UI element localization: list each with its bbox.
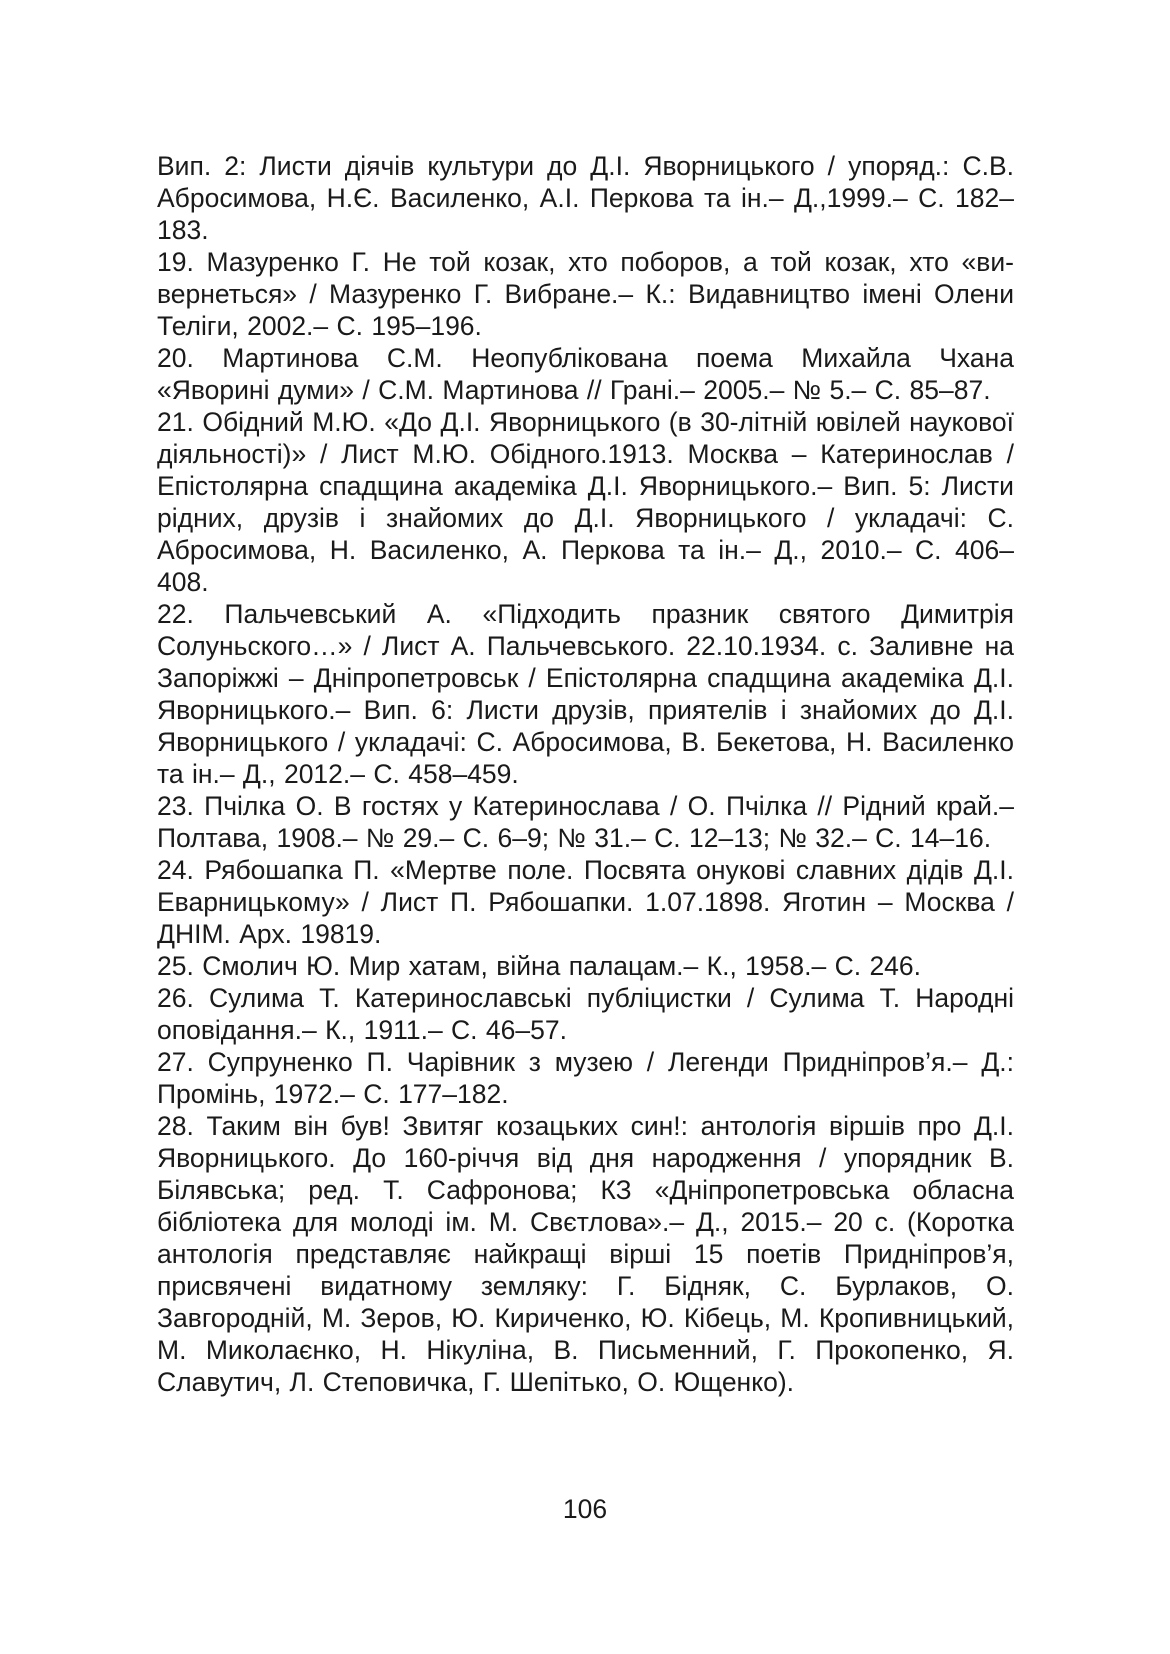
- bibliography-entry-19: 19. Мазуренко Г. Не той козак, хто поборов, а той козак, хто «ви-вернеться» / Мазуренко Г. Вибране.– К.: Видавництво імені Олени Теліги, 2002.– С. 195–196.: [157, 247, 1014, 341]
- bibliography-entry-24: 24. Рябошапка П. «Мертве поле. Посвята онукові славних дідів Д.І. Еварницькому» / Лист П. Рябошапки. 1.07.1898. Яготин – Москва / ДНІМ. Арх. 19819.: [157, 855, 1014, 949]
- bibliography-entry-26: 26. Сулима Т. Катеринославські публіцистки / Сулима Т. Народні оповідання.– К., 1911.– С. 46–57.: [157, 983, 1014, 1045]
- bibliography-entry-20: 20. Мартинова С.М. Неопублікована поема Михайла Чхана «Яворині думи» / С.М. Мартинова // Грані.– 2005.– № 5.– С. 85–87.: [157, 343, 1014, 405]
- bibliography-entry-continuation: Вип. 2: Листи діячів культури до Д.І. Яворницького / упоряд.: С.В. Абросимова, Н.Є. Василенко, А.І. Перкова та ін.– Д.,1999.– С. 182–183.: [157, 151, 1014, 245]
- bibliography-entry-23: 23. Пчілка О. В гостях у Катеринослава / О. Пчілка // Рідний край.– Полтава, 1908.– № 29.– С. 6–9; № 31.– С. 12–13; № 32.– С. 14–16.: [157, 791, 1014, 853]
- page-number: 106: [562, 1494, 608, 1524]
- bibliography-entry-22: 22. Пальчевський А. «Підходить празник святого Димитрія Солуньского…» / Лист А. Пальчевського. 22.10.1934. с. Заливне на Запоріжжі – Дніпропетровськ / Епістолярна спадщина академіка Д.І. Яворницького.– Вип. 6: Листи друзів, приятелів і знайомих до Д.І. Яворницького / укладачі: С. Абросимова, В. Бекетова, Н. Василенко та ін.– Д., 2012.– С. 458–459.: [157, 599, 1014, 789]
- bibliography-entry-28: 28. Таким він був! Звитяг козацьких син!: антологія віршів про Д.І. Яворницького. До 160-річчя від дня народження / упорядник В. Білявська; ред. Т. Сафронова; КЗ «Дніпропетровська обласна бібліотека для молоді ім. М. Свєтлова».– Д., 2015.– 20 с. (Коротка антологія представляє найкращі вірші 15 поетів Придніпров’я, присвячені видатному земляку: Г. Бідняк, С. Бурлаков, О. Завгородній, М. Зеров, Ю. Кириченко, Ю. Кібець, М. Кропивницький, М. Миколаєнко, Н. Нікуліна, В. Письменний, Г. Прокопенко, Я. Славутич, Л. Степовичка, Г. Шепітько, О. Ющенко).: [157, 1111, 1014, 1397]
- bibliography-list: [157, 150, 1014, 1398]
- bibliography-entry-21: 21. Обідний М.Ю. «До Д.І. Яворницького (в 30-літній ювілей наукової діяльності)» / Лист М.Ю. Обідного.1913. Москва – Катеринослав / Епістолярна спадщина академіка Д.І. Яворницького.– Вип. 5: Листи рідних, друзів і знайомих до Д.І. Яворницького / укладачі: С. Абросимова, Н. Василенко, А. Перкова та ін.– Д., 2010.– С. 406–408.: [157, 407, 1014, 597]
- bibliography-entry-25: 25. Смолич Ю. Мир хатам, війна палацам.– К., 1958.– С. 246.: [157, 951, 922, 981]
- bibliography-entry-27: 27. Супруненко П. Чарівник з музею / Легенди Придніпров’я.– Д.: Промінь, 1972.– С. 177–182.: [157, 1047, 1014, 1109]
